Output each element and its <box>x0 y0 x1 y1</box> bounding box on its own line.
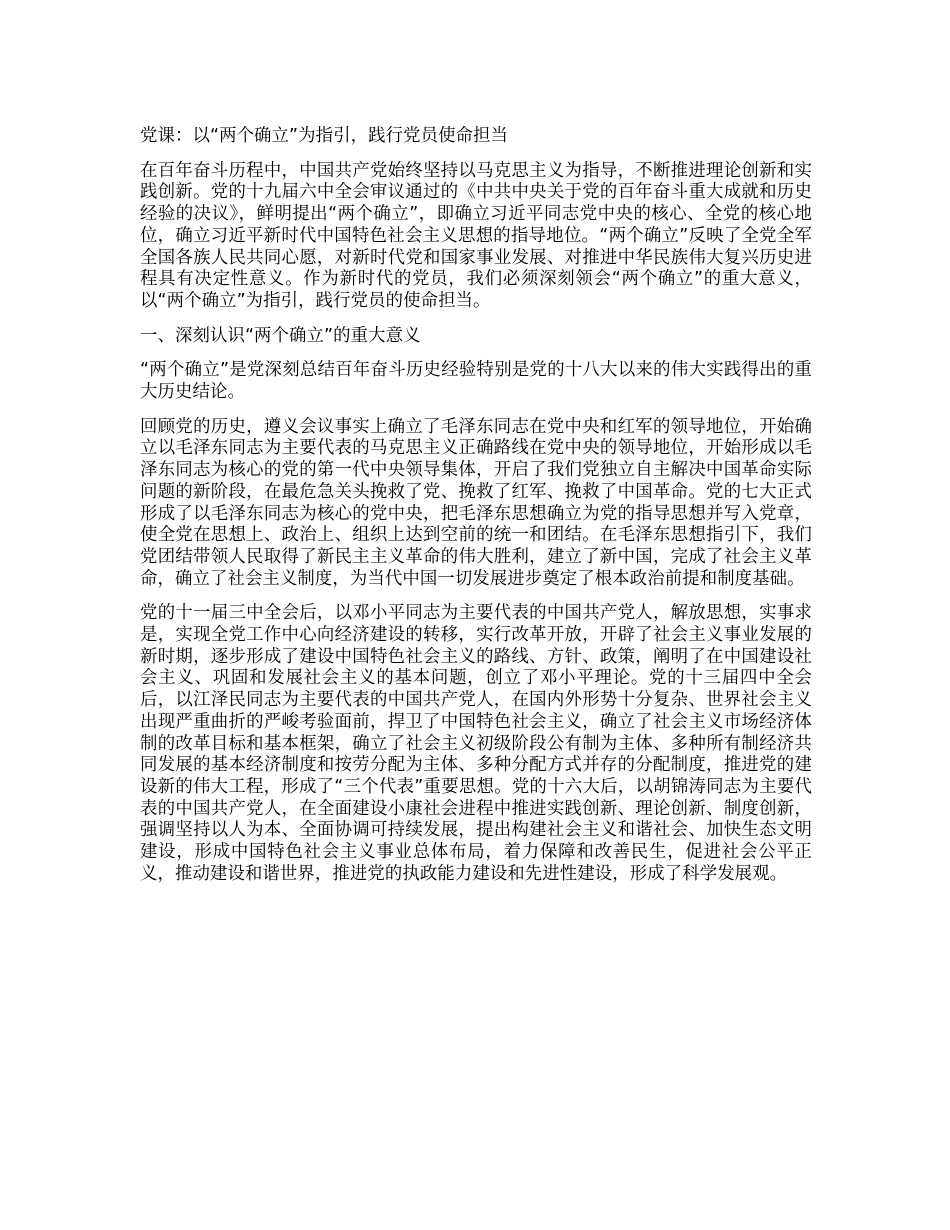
intro-paragraph: 在百年奋斗历程中，中国共产党始终坚持以马克思主义为指导，不断推进理论创新和实践创新。党的十九届六中全会审议通过的《中共中央关于党的百年奋斗重大成就和历史经验的决议》，鲜明提出“两个确立”，即确立习近平同志党中央的核心、全党的核心地位，确立习近平新时代中国特色社会主义思想的指导地位。“两个确立”反映了全党全军全国各族人民共同心愿，对新时代党和国家事业发展、对推进中华民族伟大复兴历史进程具有决定性意义。作为新时代的党员，我们必须深刻领会“两个确立”的重大意义，以“两个确立”为指引，践行党员的使命担当。 <box>140 160 812 311</box>
section-paragraph: 回顾党的历史，遵义会议事实上确立了毛泽东同志在党中央和红军的领导地位，开始确立以毛泽东同志为主要代表的马克思主义正确路线在党中央的领导地位，开始形成以毛泽东同志为核心的党的第一代中央领导集体，开启了我们党独立自主解决中国革命实际问题的新阶段，在最危急关头挽救了党、挽救了红军、挽救了中国革命。党的七大正式形成了以毛泽东同志为核心的党中央，把毛泽东思想确立为党的指导思想并写入党章，使全党在思想上、政治上、组织上达到空前的统一和团结。在毛泽东思想指引下，我们党团结带领人民取得了新民主主义革命的伟大胜利，建立了新中国，完成了社会主义革命，确立了社会主义制度，为当代中国一切发展进步奠定了根本政治前提和制度基础。 <box>140 416 812 589</box>
section-heading: 一、深刻认识“两个确立”的重大意义 <box>140 325 421 346</box>
section-paragraph: “两个确立”是党深刻总结百年奋斗历史经验特别是党的十八大以来的伟大实践得出的重大历史结论。 <box>140 360 812 403</box>
document-title: 党课：以“两个确立”为指引，践行党员使命担当 <box>140 126 509 146</box>
section-paragraph: 党的十一届三中全会后，以邓小平同志为主要代表的中国共产党人，解放思想，实事求是，实现全党工作中心向经济建设的转移，实行改革开放，开辟了社会主义事业发展的新时期，逐步形成了建设中国特色社会主义的路线、方针、政策，阐明了在中国建设社会主义、巩固和发展社会主义的基本问题，创立了邓小平理论。党的十三届四中全会后，以江泽民同志为主要代表的中国共产党人，在国内外形势十分复杂、世界社会主义出现严重曲折的严峻考验面前，捍卫了中国特色社会主义，确立了社会主义市场经济体制的改革目标和基本框架，确立了社会主义初级阶段公有制为主体、多种所有制经济共同发展的基本经济制度和按劳分配为主体、多种分配方式并存的分配制度，推进党的建设新的伟大工程，形成了“三个代表”重要思想。党的十六大后，以胡锦涛同志为主要代表的中国共产党人，在全面建设小康社会进程中推进实践创新、理论创新、制度创新，强调坚持以人为本、全面协调可持续发展，提出构建社会主义和谐社会、加快生态文明建设，形成中国特色社会主义事业总体布局，着力保障和改善民生，促进社会公平正义，推动建设和谐世界，推进党的执政能力建设和先进性建设，形成了科学发展观。 <box>140 603 812 884</box>
document-page <box>140 126 812 899</box>
